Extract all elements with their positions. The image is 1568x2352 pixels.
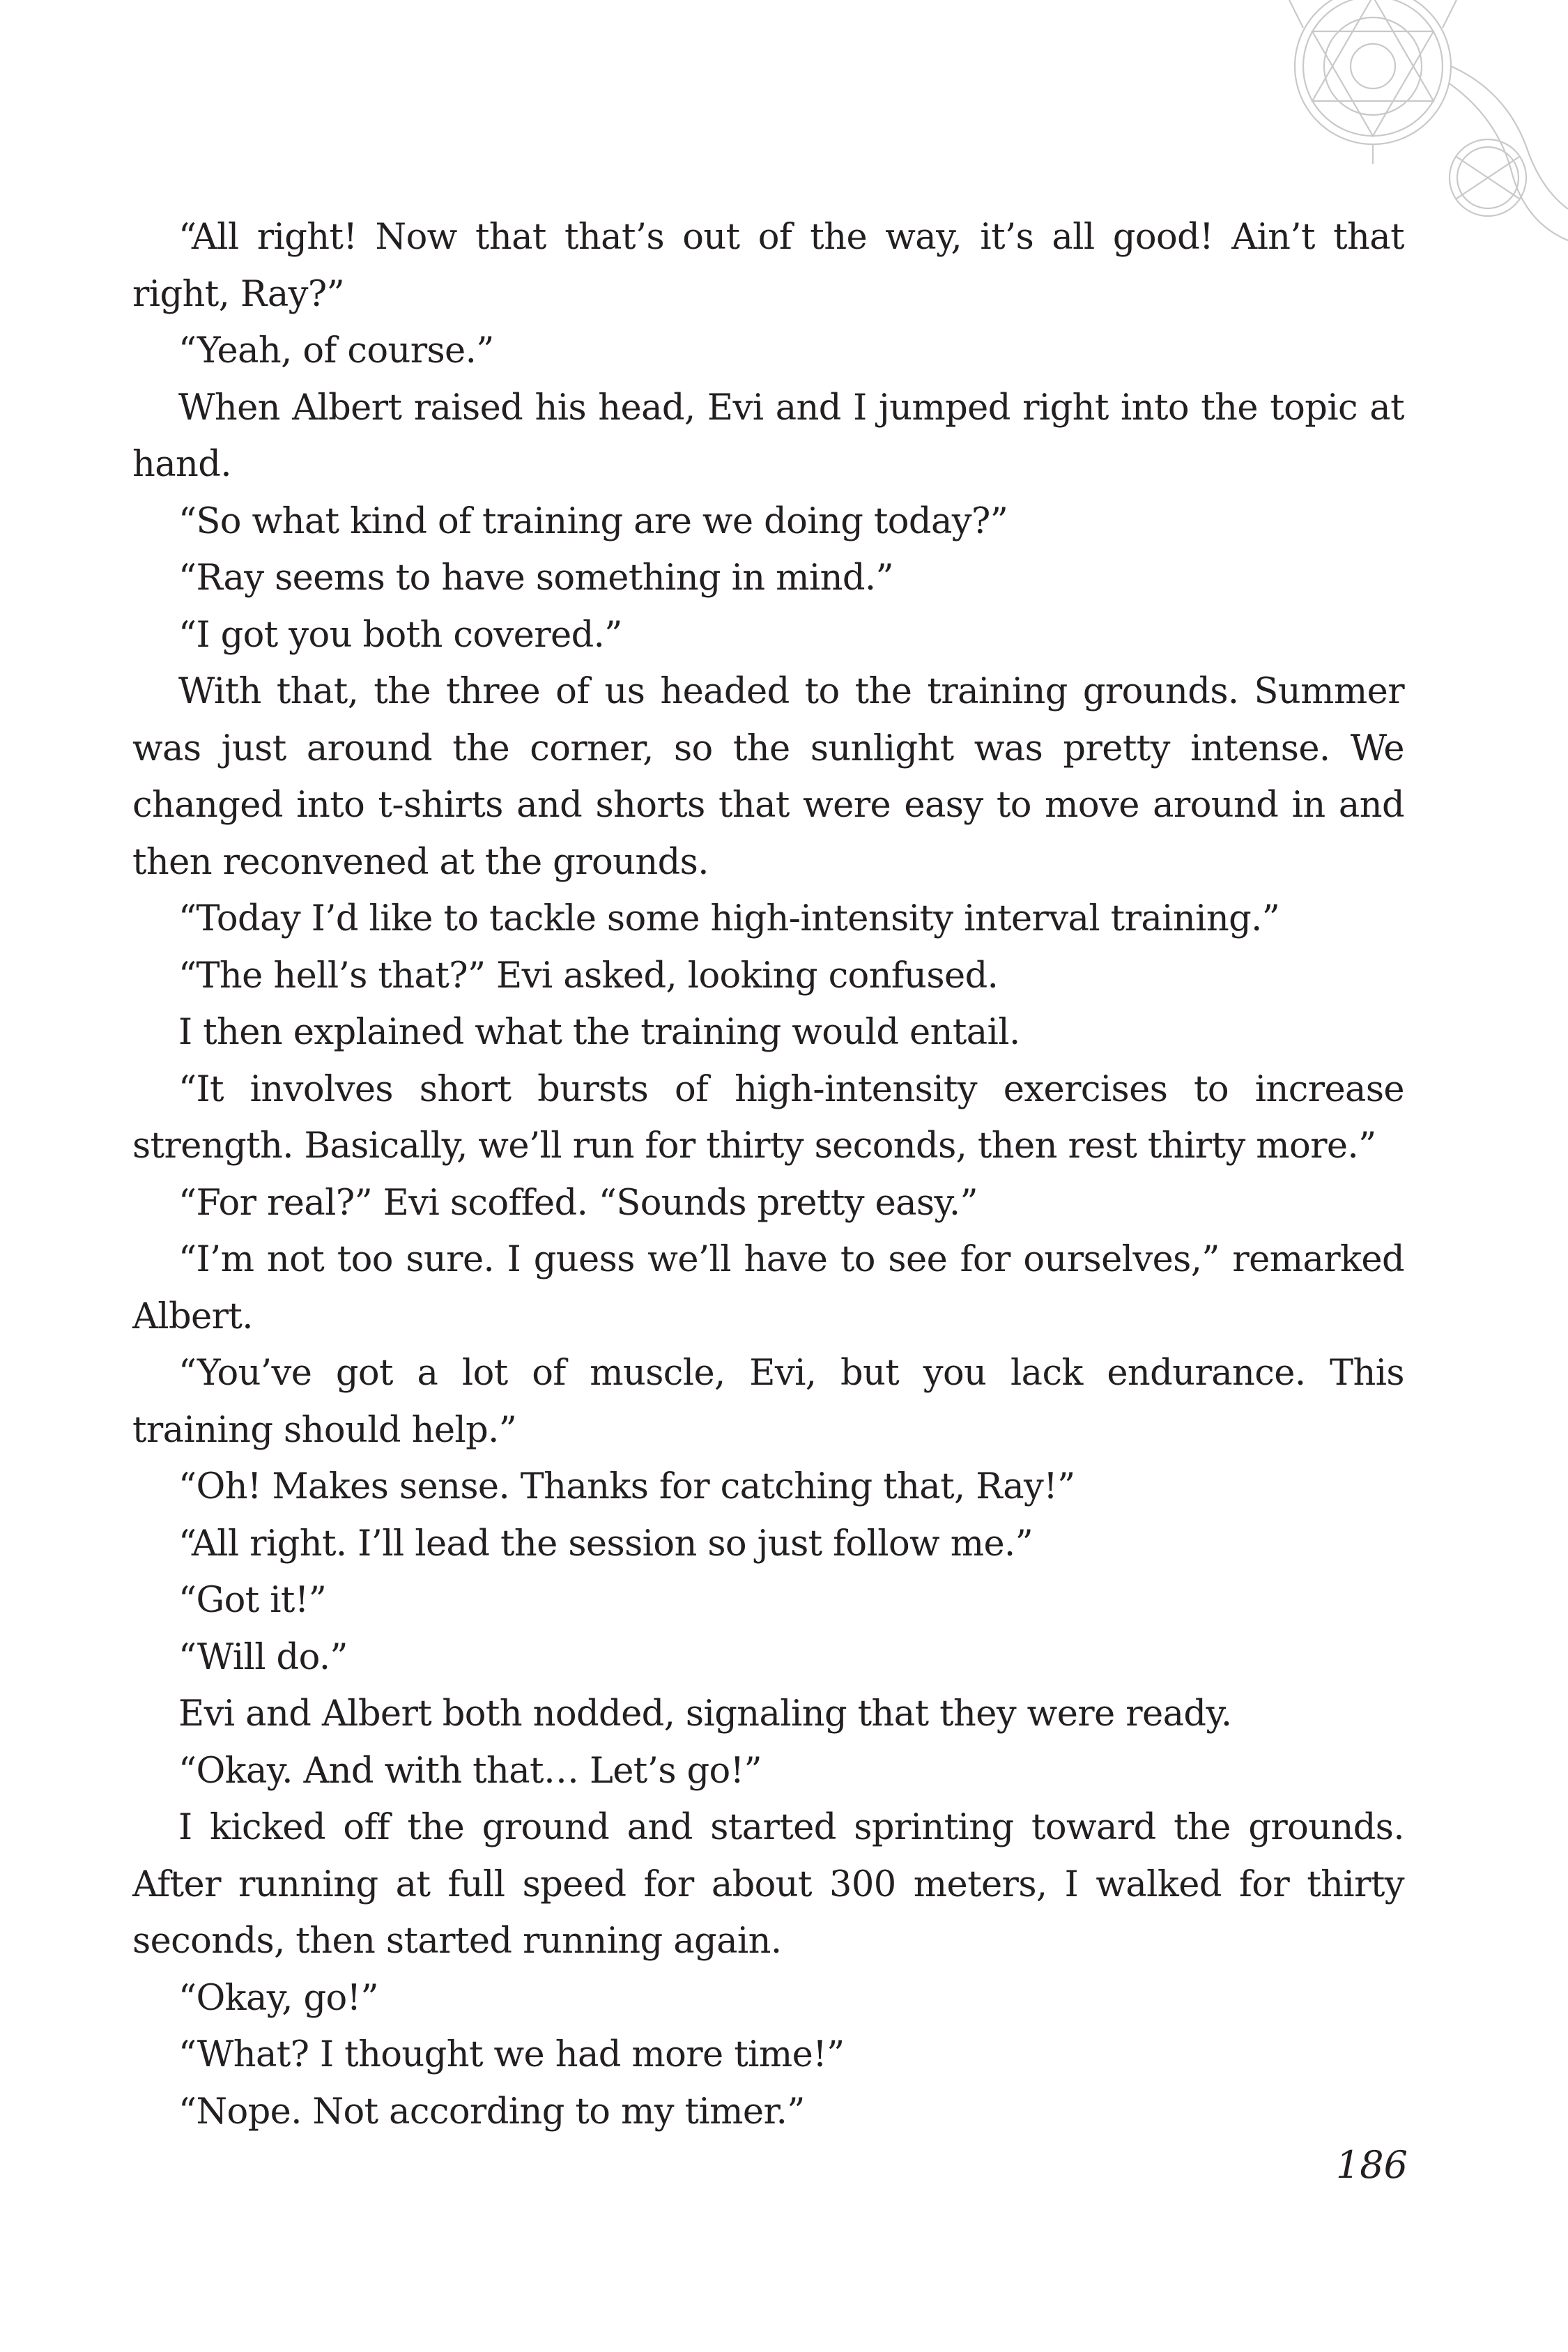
paragraph: “What? I thought we had more time!” [178, 2034, 845, 2075]
paragraph: “Yeah, of course.” [178, 330, 494, 371]
paragraph: “All right! Now that that’s out of the way, it’s all good! Ain’t that right, Ray?” [132, 217, 1404, 315]
paragraph: “Okay, go!” [178, 1977, 378, 2019]
paragraph: “Ray seems to have something in mind.” [178, 558, 894, 599]
paragraph: “Oh! Makes sense. Thanks for catching that, Ray!” [178, 1466, 1075, 1507]
page-number: 186 [1335, 2143, 1408, 2187]
paragraph: Evi and Albert both nodded, signaling that they were ready. [178, 1693, 1232, 1735]
paragraph: “I got you both covered.” [178, 614, 622, 656]
paragraph: With that, the three of us headed to the training grounds. Summer was just around the corner, so the sunlight was pretty intense. We changed into t-shirts and shorts that were easy to move around in and then reconvened at the grounds. [132, 671, 1404, 883]
paragraph: “Nope. Not according to my timer.” [178, 2091, 805, 2132]
paragraph: “Got it!” [178, 1580, 327, 1621]
paragraph: “Okay. And with that… Let’s go!” [178, 1750, 762, 1792]
body-text [132, 209, 1404, 2140]
paragraph: When Albert raised his head, Evi and I jumped right into the topic at hand. [132, 387, 1404, 485]
paragraph: “Today I’d like to tackle some high-intensity interval training.” [178, 898, 1280, 939]
paragraph: I then explained what the training would entail. [178, 1012, 1020, 1053]
paragraph: “It involves short bursts of high-intensity exercises to increase strength. Basically, we’ll run for thirty seconds, then rest thirty more.” [132, 1068, 1404, 1167]
paragraph: “The hell’s that?” Evi asked, looking confused. [178, 955, 999, 997]
paragraph: I kicked off the ground and started sprinting toward the grounds. After running at full speed for about 300 meters, I walked for thirty seconds, then started running again. [132, 1807, 1404, 1962]
paragraph: “So what kind of training are we doing today?” [178, 500, 1008, 542]
paragraph: “Will do.” [178, 1636, 348, 1678]
paragraph: “For real?” Evi scoffed. “Sounds pretty easy.” [178, 1182, 978, 1224]
paragraph: “All right. I’ll lead the session so just follow me.” [178, 1523, 1033, 1565]
paragraph: “I’m not too sure. I guess we’ll have to see for ourselves,” remarked Albert. [132, 1239, 1404, 1337]
paragraph: “You’ve got a lot of muscle, Evi, but you lack endurance. This training should help.” [132, 1353, 1404, 1451]
